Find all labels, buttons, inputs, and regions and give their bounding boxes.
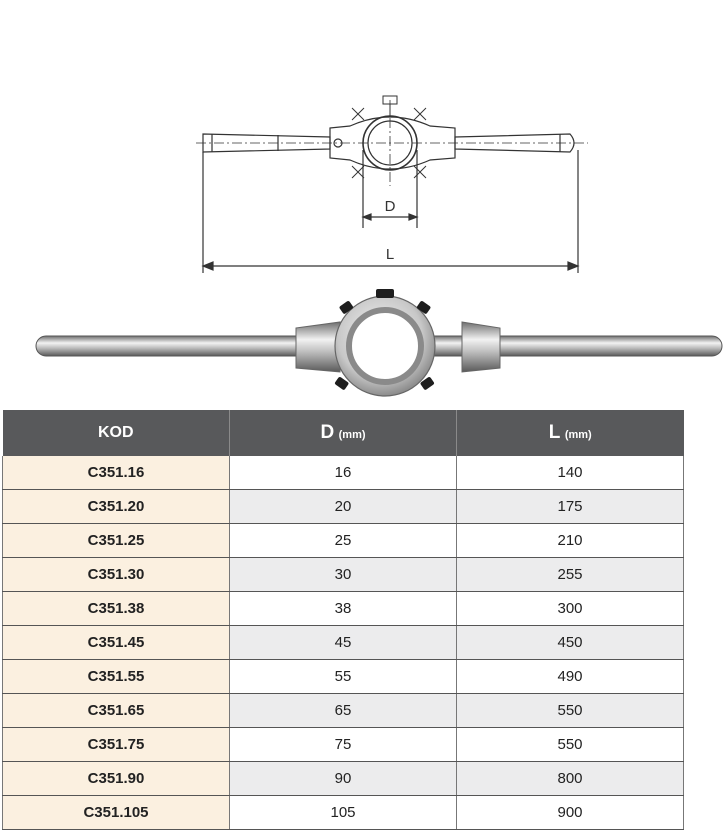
d-cell: 45 [230, 626, 457, 660]
l-cell: 490 [457, 660, 684, 694]
l-cell: 900 [457, 796, 684, 830]
l-cell: 800 [457, 762, 684, 796]
d-cell: 25 [230, 524, 457, 558]
l-cell: 550 [457, 728, 684, 762]
code-header-label: KOD [97, 424, 134, 441]
table-row [3, 728, 684, 762]
table-header-row [3, 410, 684, 456]
d-cell: 55 [230, 660, 457, 694]
d-header-label: D [320, 422, 335, 443]
l-cell: 140 [457, 456, 684, 490]
l-cell: 450 [457, 626, 684, 660]
l-header-label: L [548, 422, 561, 443]
l-cell: 300 [457, 592, 684, 626]
die-stock-photo [36, 289, 722, 396]
code-cell: C351.38 [3, 592, 230, 626]
d-cell: 75 [230, 728, 457, 762]
table-row [3, 694, 684, 728]
d-cell: 65 [230, 694, 457, 728]
column-header-code [3, 410, 230, 456]
dimension-d-label: D [384, 198, 396, 215]
d-cell: 20 [230, 490, 457, 524]
code-cell: C351.45 [3, 626, 230, 660]
table-row [3, 796, 684, 830]
l-cell: 550 [457, 694, 684, 728]
table-row [3, 456, 684, 490]
d-cell: 30 [230, 558, 457, 592]
column-header-l [457, 410, 684, 456]
table-row [3, 490, 684, 524]
l-cell: 210 [457, 524, 684, 558]
d-cell: 105 [230, 796, 457, 830]
l-cell: 175 [457, 490, 684, 524]
code-cell: C351.16 [3, 456, 230, 490]
code-cell: C351.105 [3, 796, 230, 830]
dimension-l-label: L [385, 246, 395, 263]
code-cell: C351.30 [3, 558, 230, 592]
l-header-unit: (mm) [564, 429, 592, 441]
die-stock-illustration [0, 0, 723, 410]
d-cell: 38 [230, 592, 457, 626]
specification-table [2, 410, 684, 830]
code-cell: C351.25 [3, 524, 230, 558]
table-row [3, 524, 684, 558]
code-cell: C351.90 [3, 762, 230, 796]
code-cell: C351.65 [3, 694, 230, 728]
code-cell: C351.20 [3, 490, 230, 524]
table-row [3, 558, 684, 592]
d-cell: 90 [230, 762, 457, 796]
table-row [3, 762, 684, 796]
column-header-d [230, 410, 457, 456]
table-row [3, 592, 684, 626]
table-row [3, 626, 684, 660]
table-row [3, 660, 684, 694]
d-cell: 16 [230, 456, 457, 490]
d-header-unit: (mm) [338, 429, 366, 441]
l-cell: 255 [457, 558, 684, 592]
code-cell: C351.55 [3, 660, 230, 694]
code-cell: C351.75 [3, 728, 230, 762]
